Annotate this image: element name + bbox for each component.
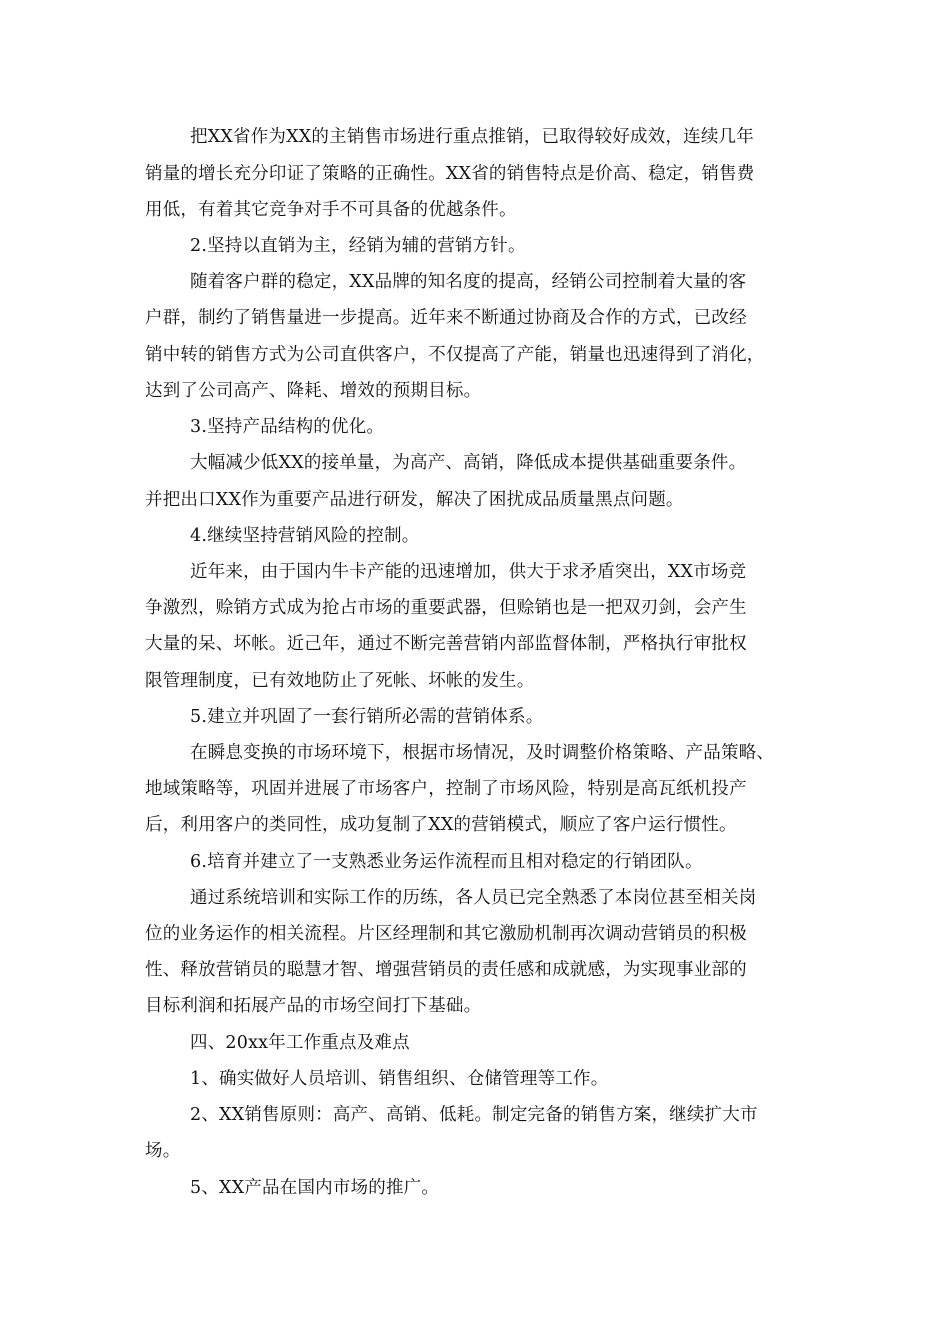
paragraph-line: 通过系统培训和实际工作的历练，各人员已完全熟悉了本岗位甚至相关岗: [190, 888, 757, 908]
paragraph-line: 并把出口XX作为重要产品进行研发，解决了困扰成品质量黑点问题。: [145, 490, 684, 510]
paragraph-line: 近年来，由于国内牛卡产能的迅速增加，供大于求矛盾突出，XX市场竞: [190, 562, 747, 582]
paragraph-line: 限管理制度，已有效地防止了死帐、坏帐的发生。: [145, 671, 535, 691]
list-item: 1、确实做好人员培训、销售组织、仓储管理等工作。: [190, 1069, 609, 1089]
paragraph-line: 达到了公司高产、降耗、增效的预期目标。: [145, 381, 482, 401]
paragraph-line: 地域策略等，巩固并进展了市场客户，控制了市场风险，特别是高瓦纸机投产: [145, 779, 747, 799]
paragraph-line: 后，利用客户的类同性，成功复制了XX的营销模式，顺应了客户运行惯性。: [145, 815, 737, 835]
paragraph-line: 目标利润和拓展产品的市场空间打下基础。: [145, 996, 482, 1016]
paragraph-line: 销量的增长充分印证了策略的正确性。XX省的销售特点是价高、稳定，销售费: [145, 164, 755, 184]
paragraph-line: 位的业务运作的相关流程。片区经理制和其它激励机制再次调动营销员的积极: [145, 924, 747, 944]
paragraph-line: 争激烈，赊销方式成为抢占市场的重要武器，但赊销也是一把双刃剑，会产生: [145, 598, 747, 618]
paragraph-line: 大幅减少低XX的接单量，为高产、高销，降低成本提供基础重要条件。: [190, 453, 747, 473]
paragraph-line: 用低，有着其它竞争对手不可具备的优越条件。: [145, 200, 517, 220]
paragraph-line: 性、释放营销员的聪慧才智、增强营销员的责任感和成就感，为实现事业部的: [145, 960, 747, 980]
list-item: 2、XX销售原则：高产、高销、低耗。制定完备的销售方案，继续扩大市: [190, 1105, 758, 1125]
paragraph-line: 把XX省作为XX的主销售市场进行重点推销，已取得较好成效，连续几年: [190, 127, 754, 147]
paragraph-line: 大量的呆、坏帐。近己年，通过不断完善营销内部监督体制，严格执行审批权: [145, 634, 747, 654]
section-heading: 5.建立并巩固了一套行销所必需的营销体系。: [190, 707, 544, 727]
section-heading: 四、20xx年工作重点及难点: [190, 1033, 410, 1053]
paragraph-line: 户群，制约了销售量进一步提高。近年来不断通过协商及合作的方式，已改经: [145, 308, 747, 328]
paragraph-line: 随着客户群的稳定，XX品牌的知名度的提高，经销公司控制着大量的客: [190, 272, 747, 292]
paragraph-line: 在瞬息变换的市场环境下，根据市场情况，及时调整价格策略、产品策略、: [190, 743, 775, 763]
paragraph-line: 销中转的销售方式为公司直供客户，不仅提高了产能，销量也迅速得到了消化，: [145, 345, 765, 365]
section-heading: 6.培育并建立了一支熟悉业务运作流程而且相对稳定的行销团队。: [190, 852, 703, 872]
section-heading: 4.继续坚持营销风险的控制。: [190, 526, 420, 546]
paragraph-line: 场。: [145, 1141, 181, 1161]
list-item: 5、XX产品在国内市场的推广。: [190, 1178, 440, 1198]
section-heading: 3.坚持产品结构的优化。: [190, 417, 385, 437]
section-heading: 2.坚持以直销为主，经销为辅的营销方针。: [190, 236, 526, 256]
